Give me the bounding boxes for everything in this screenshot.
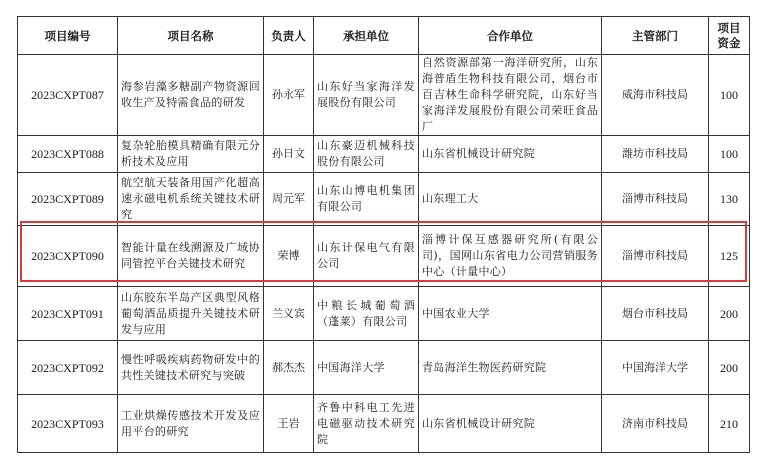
cell-name: 工业烘燥传感技术开发及应用平台的研究 [118, 395, 264, 453]
cell-partner: 自然资源部第一海洋研究所，山东海普盾生物科技有限公司，烟台市百吉林生命科学研究院，山东好当家海洋发展股份有限公司荣旺食品厂 [419, 55, 602, 136]
cell-name: 复杂轮胎模具精确有限元分析技术及应用 [118, 136, 264, 173]
cell-fund: 200 [709, 341, 750, 395]
table-row [18, 395, 750, 453]
cell-person: 荣博 [264, 226, 314, 287]
cell-name: 航空航天装备用国产化超高速永磁电机系统关键技术研究 [118, 173, 264, 226]
cell-person: 郝杰杰 [264, 341, 314, 395]
cell-code: 2023CXPT091 [18, 287, 118, 341]
header-fund-line1: 项目 [717, 20, 741, 35]
header-fund [709, 17, 750, 55]
cell-person: 兰义宾 [264, 287, 314, 341]
project-table [17, 16, 750, 453]
cell-code: 2023CXPT088 [18, 136, 118, 173]
cell-fund: 130 [709, 173, 750, 226]
cell-name: 海参岩藻多糖副产物资源回收生产及特需食品的研发 [118, 55, 264, 136]
table-row [18, 287, 750, 341]
header-dept: 主管部门 [602, 17, 709, 55]
cell-unit: 山东好当家海洋发展股份有限公司 [314, 55, 419, 136]
cell-person: 王岩 [264, 395, 314, 453]
cell-dept: 潍坊市科技局 [602, 136, 709, 173]
cell-code: 2023CXPT092 [18, 341, 118, 395]
cell-code: 2023CXPT089 [18, 173, 118, 226]
cell-dept: 威海市科技局 [602, 55, 709, 136]
cell-partner: 山东省机械设计研究院 [419, 395, 602, 453]
table-row [18, 55, 750, 136]
cell-partner: 中国农业大学 [419, 287, 602, 341]
cell-partner: 山东理工大 [419, 173, 602, 226]
cell-code: 2023CXPT093 [18, 395, 118, 453]
cell-name: 山东胶东半岛产区典型风格葡萄酒品质提升关键技术研发与应用 [118, 287, 264, 341]
cell-partner: 青岛海洋生物医药研究院 [419, 341, 602, 395]
cell-person: 周元军 [264, 173, 314, 226]
cell-name: 慢性呼吸疾病药物研发中的共性关键技术研究与突破 [118, 341, 264, 395]
cell-unit: 山东豪迈机械科技股份有限公司 [314, 136, 419, 173]
cell-fund: 100 [709, 136, 750, 173]
table-row [18, 136, 750, 173]
cell-fund: 200 [709, 287, 750, 341]
header-row [18, 17, 750, 55]
cell-unit: 中国海洋大学 [314, 341, 419, 395]
cell-unit: 齐鲁中科电工先进电磁驱动技术研究院 [314, 395, 419, 453]
cell-code: 2023CXPT090 [18, 226, 118, 287]
header-unit: 承担单位 [314, 17, 419, 55]
cell-dept: 济南市科技局 [602, 395, 709, 453]
cell-code: 2023CXPT087 [18, 55, 118, 136]
header-name: 项目名称 [118, 17, 264, 55]
cell-person: 孙日文 [264, 136, 314, 173]
table-row [18, 226, 750, 287]
cell-unit: 中粮长城葡萄酒（蓬莱）有限公司 [314, 287, 419, 341]
cell-name: 智能计量在线溯源及广域协同管控平台关键技术研究 [118, 226, 264, 287]
table-body [18, 55, 750, 453]
cell-person: 孙永军 [264, 55, 314, 136]
header-fund-line2: 资金 [717, 35, 741, 50]
header-partner: 合作单位 [419, 17, 602, 55]
cell-fund: 125 [709, 226, 750, 287]
cell-fund: 210 [709, 395, 750, 453]
cell-dept: 淄博市科技局 [602, 226, 709, 287]
cell-partner: 山东省机械设计研究院 [419, 136, 602, 173]
header-code: 项目编号 [18, 17, 118, 55]
cell-fund: 100 [709, 55, 750, 136]
cell-dept: 淄博市科技局 [602, 173, 709, 226]
cell-dept: 中国海洋大学 [602, 341, 709, 395]
table-row [18, 341, 750, 395]
header-person: 负责人 [264, 17, 314, 55]
cell-dept: 烟台市科技局 [602, 287, 709, 341]
cell-unit: 山东计保电气有限公司 [314, 226, 419, 287]
cell-partner: 淄博计保互感器研究所(有限公司)，国网山东省电力公司营销服务中心（计量中心） [419, 226, 602, 287]
table-row [18, 173, 750, 226]
cell-unit: 山东山博电机集团有限公司 [314, 173, 419, 226]
